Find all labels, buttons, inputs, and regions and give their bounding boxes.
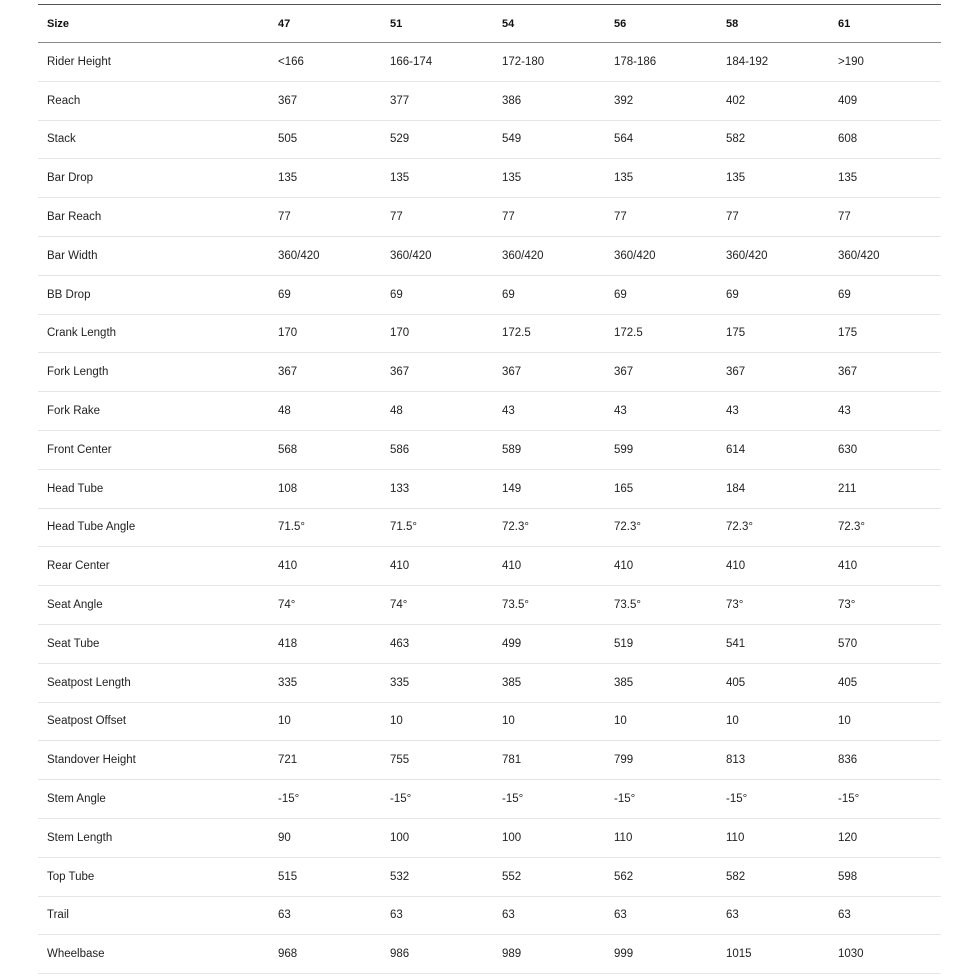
row-label: Wheelbase [38,935,269,974]
table-cell: 386 [493,81,605,120]
table-cell: 410 [381,547,493,586]
table-cell: 175 [829,314,941,353]
table-cell: 133 [381,469,493,508]
table-cell: 77 [717,198,829,237]
header-cell-61: 61 [829,5,941,43]
table-cell: 755 [381,741,493,780]
table-cell: 385 [493,663,605,702]
table-cell: 614 [717,430,829,469]
row-label: BB Drop [38,275,269,314]
table-cell: 599 [605,430,717,469]
table-cell: 532 [381,857,493,896]
table-cell: 77 [605,198,717,237]
header-cell-51: 51 [381,5,493,43]
table-row-seatpost-length [38,663,941,702]
table-cell: 211 [829,469,941,508]
table-cell: 69 [829,275,941,314]
table-cell: 519 [605,624,717,663]
header-cell-58: 58 [717,5,829,43]
table-cell: 69 [269,275,381,314]
table-cell: 135 [829,159,941,198]
table-cell: 71.5° [269,508,381,547]
table-row-bar-reach [38,198,941,237]
table-cell: 335 [269,663,381,702]
table-header [38,5,941,43]
table-cell: 73° [717,586,829,625]
table-cell: 71.5° [381,508,493,547]
table-cell: 367 [717,353,829,392]
row-label: Standover Height [38,741,269,780]
table-cell: 172.5 [493,314,605,353]
table-cell: 10 [717,702,829,741]
table-cell: 135 [269,159,381,198]
row-label: Fork Length [38,353,269,392]
table-cell: 377 [381,81,493,120]
table-cell: 410 [829,547,941,586]
table-cell: 360/420 [381,236,493,275]
table-cell: <166 [269,43,381,82]
table-cell: 1015 [717,935,829,974]
table-cell: 367 [493,353,605,392]
table-cell: 405 [717,663,829,702]
geometry-table [38,4,941,974]
table-cell: 43 [829,392,941,431]
table-cell: 989 [493,935,605,974]
table-cell: 69 [381,275,493,314]
row-label: Stem Angle [38,780,269,819]
table-cell: 968 [269,935,381,974]
table-cell: 77 [493,198,605,237]
table-cell: 630 [829,430,941,469]
table-cell: 43 [605,392,717,431]
table-cell: 165 [605,469,717,508]
table-cell: 360/420 [605,236,717,275]
table-cell: 608 [829,120,941,159]
table-cell: 135 [605,159,717,198]
table-cell: 360/420 [717,236,829,275]
table-cell: 43 [717,392,829,431]
table-cell: 367 [269,81,381,120]
table-cell: 582 [717,857,829,896]
table-cell: 781 [493,741,605,780]
table-cell: 360/420 [493,236,605,275]
table-cell: 410 [717,547,829,586]
table-cell: 586 [381,430,493,469]
table-cell: 72.3° [717,508,829,547]
table-cell: 515 [269,857,381,896]
table-cell: 418 [269,624,381,663]
table-row-rider-height [38,43,941,82]
table-cell: 73° [829,586,941,625]
row-label: Stem Length [38,818,269,857]
table-cell: -15° [605,780,717,819]
table-cell: 90 [269,818,381,857]
header-cell-54: 54 [493,5,605,43]
table-cell: 1030 [829,935,941,974]
table-cell: 410 [269,547,381,586]
table-body [38,43,941,974]
table-row-front-center [38,430,941,469]
row-label: Top Tube [38,857,269,896]
table-cell: 43 [493,392,605,431]
table-cell: 721 [269,741,381,780]
table-cell: 410 [493,547,605,586]
table-row-trail [38,896,941,935]
table-cell: 69 [717,275,829,314]
row-label: Head Tube Angle [38,508,269,547]
table-cell: 63 [381,896,493,935]
table-cell: 48 [381,392,493,431]
table-cell: 799 [605,741,717,780]
table-row-bar-drop [38,159,941,198]
table-cell: 402 [717,81,829,120]
table-cell: 63 [269,896,381,935]
table-cell: 367 [605,353,717,392]
table-cell: -15° [829,780,941,819]
table-cell: 505 [269,120,381,159]
table-cell: 69 [493,275,605,314]
table-cell: -15° [381,780,493,819]
table-row-seat-angle [38,586,941,625]
table-row-fork-rake [38,392,941,431]
row-label: Rider Height [38,43,269,82]
table-cell: 63 [717,896,829,935]
table-cell: 836 [829,741,941,780]
table-cell: 589 [493,430,605,469]
header-cell-47: 47 [269,5,381,43]
table-row-stem-length [38,818,941,857]
table-row-wheelbase [38,935,941,974]
table-cell: 74° [269,586,381,625]
table-cell: 335 [381,663,493,702]
table-row-crank-length [38,314,941,353]
table-cell: 570 [829,624,941,663]
table-row-reach [38,81,941,120]
table-cell: 367 [269,353,381,392]
table-row-seat-tube [38,624,941,663]
table-cell: 110 [717,818,829,857]
table-cell: 172-180 [493,43,605,82]
table-cell: 178-186 [605,43,717,82]
table-cell: 409 [829,81,941,120]
table-cell: 73.5° [605,586,717,625]
table-cell: 184-192 [717,43,829,82]
table-cell: 360/420 [829,236,941,275]
table-cell: 73.5° [493,586,605,625]
table-cell: 166-174 [381,43,493,82]
row-label: Seat Angle [38,586,269,625]
table-cell: 120 [829,818,941,857]
table-cell: 63 [605,896,717,935]
table-cell: >190 [829,43,941,82]
row-label: Seat Tube [38,624,269,663]
table-cell: 100 [493,818,605,857]
header-cell-56: 56 [605,5,717,43]
table-cell: -15° [717,780,829,819]
table-cell: 135 [717,159,829,198]
table-row-bb-drop [38,275,941,314]
table-cell: 77 [381,198,493,237]
table-row-stem-angle [38,780,941,819]
table-cell: 108 [269,469,381,508]
table-cell: 499 [493,624,605,663]
table-cell: 10 [269,702,381,741]
table-cell: 63 [829,896,941,935]
table-cell: 10 [381,702,493,741]
table-cell: 582 [717,120,829,159]
table-row-seatpost-offset [38,702,941,741]
table-cell: 385 [605,663,717,702]
table-row-head-tube-angle [38,508,941,547]
table-cell: 392 [605,81,717,120]
row-label: Bar Drop [38,159,269,198]
table-cell: 175 [717,314,829,353]
table-cell: 48 [269,392,381,431]
table-cell: -15° [269,780,381,819]
table-cell: 100 [381,818,493,857]
table-cell: 77 [829,198,941,237]
table-cell: 77 [269,198,381,237]
row-label: Rear Center [38,547,269,586]
row-label: Bar Width [38,236,269,275]
header-cell-size: Size [38,5,269,43]
table-cell: -15° [493,780,605,819]
table-row-stack [38,120,941,159]
table-cell: 564 [605,120,717,159]
table-cell: 72.3° [829,508,941,547]
table-cell: 549 [493,120,605,159]
table-cell: 170 [381,314,493,353]
table-cell: 10 [493,702,605,741]
table-row-rear-center [38,547,941,586]
table-cell: 463 [381,624,493,663]
table-row-top-tube [38,857,941,896]
row-label: Reach [38,81,269,120]
table-row-fork-length [38,353,941,392]
table-cell: 149 [493,469,605,508]
table-cell: 63 [493,896,605,935]
row-label: Trail [38,896,269,935]
row-label: Seatpost Length [38,663,269,702]
table-cell: 135 [493,159,605,198]
table-cell: 405 [829,663,941,702]
row-label: Stack [38,120,269,159]
table-cell: 562 [605,857,717,896]
table-cell: 598 [829,857,941,896]
table-cell: 367 [829,353,941,392]
row-label: Head Tube [38,469,269,508]
table-cell: 72.3° [605,508,717,547]
table-cell: 135 [381,159,493,198]
row-label: Crank Length [38,314,269,353]
table-cell: 360/420 [269,236,381,275]
header-row [38,5,941,43]
table-cell: 10 [829,702,941,741]
table-cell: 72.3° [493,508,605,547]
row-label: Fork Rake [38,392,269,431]
table-cell: 170 [269,314,381,353]
table-cell: 69 [605,275,717,314]
table-cell: 10 [605,702,717,741]
table-cell: 999 [605,935,717,974]
table-cell: 552 [493,857,605,896]
table-cell: 529 [381,120,493,159]
row-label: Seatpost Offset [38,702,269,741]
table-cell: 541 [717,624,829,663]
table-row-head-tube [38,469,941,508]
table-cell: 367 [381,353,493,392]
table-cell: 410 [605,547,717,586]
table-cell: 813 [717,741,829,780]
table-row-bar-width [38,236,941,275]
table-cell: 568 [269,430,381,469]
table-cell: 986 [381,935,493,974]
table-cell: 172.5 [605,314,717,353]
table-cell: 110 [605,818,717,857]
row-label: Front Center [38,430,269,469]
table-cell: 184 [717,469,829,508]
row-label: Bar Reach [38,198,269,237]
table-cell: 74° [381,586,493,625]
table-row-standover-height [38,741,941,780]
